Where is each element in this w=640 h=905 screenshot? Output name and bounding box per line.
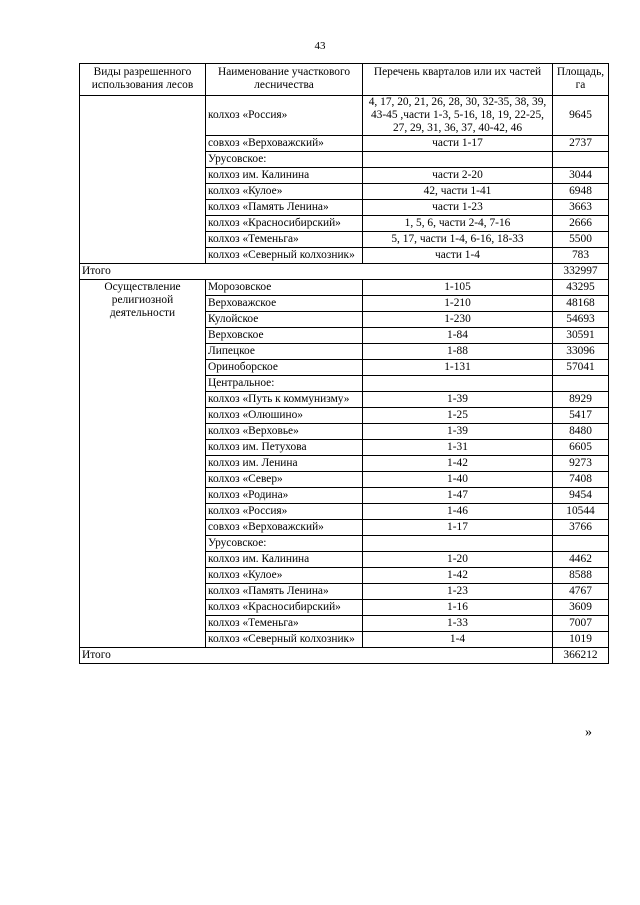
area-cell: 7408 — [553, 472, 609, 488]
quarters-cell: 1-46 — [363, 504, 553, 520]
quarters-cell: части 1-17 — [363, 136, 553, 152]
forestry-name-cell: колхоз «Память Ленина» — [206, 200, 363, 216]
area-cell: 7007 — [553, 616, 609, 632]
forestry-name-cell: совхоз «Верховажский» — [206, 136, 363, 152]
forestry-name-cell: колхоз «Память Ленина» — [206, 584, 363, 600]
quarters-cell: 1-16 — [363, 600, 553, 616]
area-cell: 33096 — [553, 344, 609, 360]
area-cell: 9454 — [553, 488, 609, 504]
forestry-name-cell: Центральное: — [206, 376, 363, 392]
use-type-cell: Осуществление религиозной деятельности — [80, 280, 206, 648]
closing-quote: » — [585, 725, 592, 740]
area-cell: 8480 — [553, 424, 609, 440]
area-cell: 5500 — [553, 232, 609, 248]
quarters-cell: 4, 17, 20, 21, 26, 28, 30, 32-35, 38, 39, 43-45 ,части 1-3, 5-16, 18, 19, 22-25, 27, 29, 31, 36, 37, 40-42, 46 — [363, 96, 553, 136]
forestry-name-cell: колхоз им. Петухова — [206, 440, 363, 456]
area-cell: 48168 — [553, 296, 609, 312]
header-quarters: Перечень кварталов или их частей — [363, 64, 553, 96]
forestry-name-cell: Липецкое — [206, 344, 363, 360]
area-cell: 6948 — [553, 184, 609, 200]
total-label-1: Итого — [80, 264, 553, 280]
forestry-name-cell: колхоз «Кулое» — [206, 568, 363, 584]
quarters-cell: 1, 5, 6, части 2-4, 7-16 — [363, 216, 553, 232]
forestry-name-cell: колхоз «Северный колхозник» — [206, 632, 363, 648]
forest-use-table — [79, 63, 609, 664]
quarters-cell: 1-39 — [363, 424, 553, 440]
quarters-cell: 1-131 — [363, 360, 553, 376]
quarters-cell: части 1-4 — [363, 248, 553, 264]
forestry-name-cell: колхоз «Теменьга» — [206, 232, 363, 248]
area-cell: 783 — [553, 248, 609, 264]
quarters-cell: 1-39 — [363, 392, 553, 408]
forestry-name-cell: колхоз «Верховье» — [206, 424, 363, 440]
area-cell: 57041 — [553, 360, 609, 376]
quarters-cell: 1-20 — [363, 552, 553, 568]
area-cell: 1019 — [553, 632, 609, 648]
quarters-cell: 1-47 — [363, 488, 553, 504]
table-row — [80, 96, 609, 136]
area-cell: 8929 — [553, 392, 609, 408]
area-cell: 3663 — [553, 200, 609, 216]
quarters-cell: 42, части 1-41 — [363, 184, 553, 200]
forestry-name-cell: колхоз «Красносибирский» — [206, 600, 363, 616]
quarters-cell — [363, 376, 553, 392]
quarters-cell: 1-33 — [363, 616, 553, 632]
header-forestry-name: Наименование участкового лесничества — [206, 64, 363, 96]
area-cell: 9645 — [553, 96, 609, 136]
quarters-cell: части 2-20 — [363, 168, 553, 184]
forestry-name-cell: Верховажское — [206, 296, 363, 312]
forestry-name-cell: совхоз «Верховажский» — [206, 520, 363, 536]
area-cell: 30591 — [553, 328, 609, 344]
area-cell — [553, 376, 609, 392]
quarters-cell: 1-42 — [363, 568, 553, 584]
quarters-cell: 1-4 — [363, 632, 553, 648]
quarters-cell: 1-105 — [363, 280, 553, 296]
forestry-name-cell: колхоз «Россия» — [206, 96, 363, 136]
page-number: 43 — [314, 40, 326, 52]
section-2-rows — [80, 280, 609, 648]
forestry-name-cell: Урусовское: — [206, 152, 363, 168]
quarters-cell — [363, 536, 553, 552]
quarters-cell: части 1-23 — [363, 200, 553, 216]
area-cell: 2666 — [553, 216, 609, 232]
forestry-name-cell: колхоз «Северный колхозник» — [206, 248, 363, 264]
total-area-2: 366212 — [553, 648, 609, 664]
area-cell: 2737 — [553, 136, 609, 152]
header-use-type: Виды разрешенного использования лесов — [80, 64, 206, 96]
forestry-name-cell: колхоз «Теменьга» — [206, 616, 363, 632]
forestry-name-cell: Кулойское — [206, 312, 363, 328]
forestry-name-cell: колхоз «Россия» — [206, 504, 363, 520]
forestry-name-cell: Морозовское — [206, 280, 363, 296]
area-cell: 5417 — [553, 408, 609, 424]
forestry-name-cell: колхоз им. Ленина — [206, 456, 363, 472]
forestry-name-cell: колхоз им. Калинина — [206, 168, 363, 184]
area-cell: 6605 — [553, 440, 609, 456]
quarters-cell: 1-42 — [363, 456, 553, 472]
total-label-2: Итого — [80, 648, 553, 664]
quarters-cell: 1-230 — [363, 312, 553, 328]
forestry-name-cell: колхоз «Красносибирский» — [206, 216, 363, 232]
area-cell — [553, 152, 609, 168]
area-cell: 3044 — [553, 168, 609, 184]
area-cell: 43295 — [553, 280, 609, 296]
forestry-name-cell: колхоз «Кулое» — [206, 184, 363, 200]
quarters-cell: 1-25 — [363, 408, 553, 424]
quarters-cell: 1-31 — [363, 440, 553, 456]
area-cell: 4767 — [553, 584, 609, 600]
area-cell: 10544 — [553, 504, 609, 520]
area-cell: 3766 — [553, 520, 609, 536]
quarters-cell: 1-17 — [363, 520, 553, 536]
area-cell: 9273 — [553, 456, 609, 472]
forestry-name-cell: Урусовское: — [206, 536, 363, 552]
area-cell — [553, 536, 609, 552]
quarters-cell: 1-84 — [363, 328, 553, 344]
quarters-cell — [363, 152, 553, 168]
area-cell: 54693 — [553, 312, 609, 328]
area-cell: 3609 — [553, 600, 609, 616]
header-area: Площадь, га — [553, 64, 609, 96]
table-row — [80, 280, 609, 296]
total-area-1: 332997 — [553, 264, 609, 280]
section-1-rows — [80, 96, 609, 264]
forestry-name-cell: Ориноборское — [206, 360, 363, 376]
total-row-1 — [80, 264, 609, 280]
forestry-name-cell: колхоз «Родина» — [206, 488, 363, 504]
forestry-name-cell: Верховское — [206, 328, 363, 344]
area-cell: 4462 — [553, 552, 609, 568]
quarters-cell: 5, 17, части 1-4, 6-16, 18-33 — [363, 232, 553, 248]
table-header-row — [80, 64, 609, 96]
forestry-name-cell: колхоз «Путь к коммунизму» — [206, 392, 363, 408]
quarters-cell: 1-23 — [363, 584, 553, 600]
forestry-name-cell: колхоз «Север» — [206, 472, 363, 488]
quarters-cell: 1-40 — [363, 472, 553, 488]
quarters-cell: 1-88 — [363, 344, 553, 360]
area-cell: 8588 — [553, 568, 609, 584]
total-row-2 — [80, 648, 609, 664]
forestry-name-cell: колхоз им. Калинина — [206, 552, 363, 568]
quarters-cell: 1-210 — [363, 296, 553, 312]
forestry-name-cell: колхоз «Олюшино» — [206, 408, 363, 424]
use-type-cell-blank — [80, 96, 206, 264]
